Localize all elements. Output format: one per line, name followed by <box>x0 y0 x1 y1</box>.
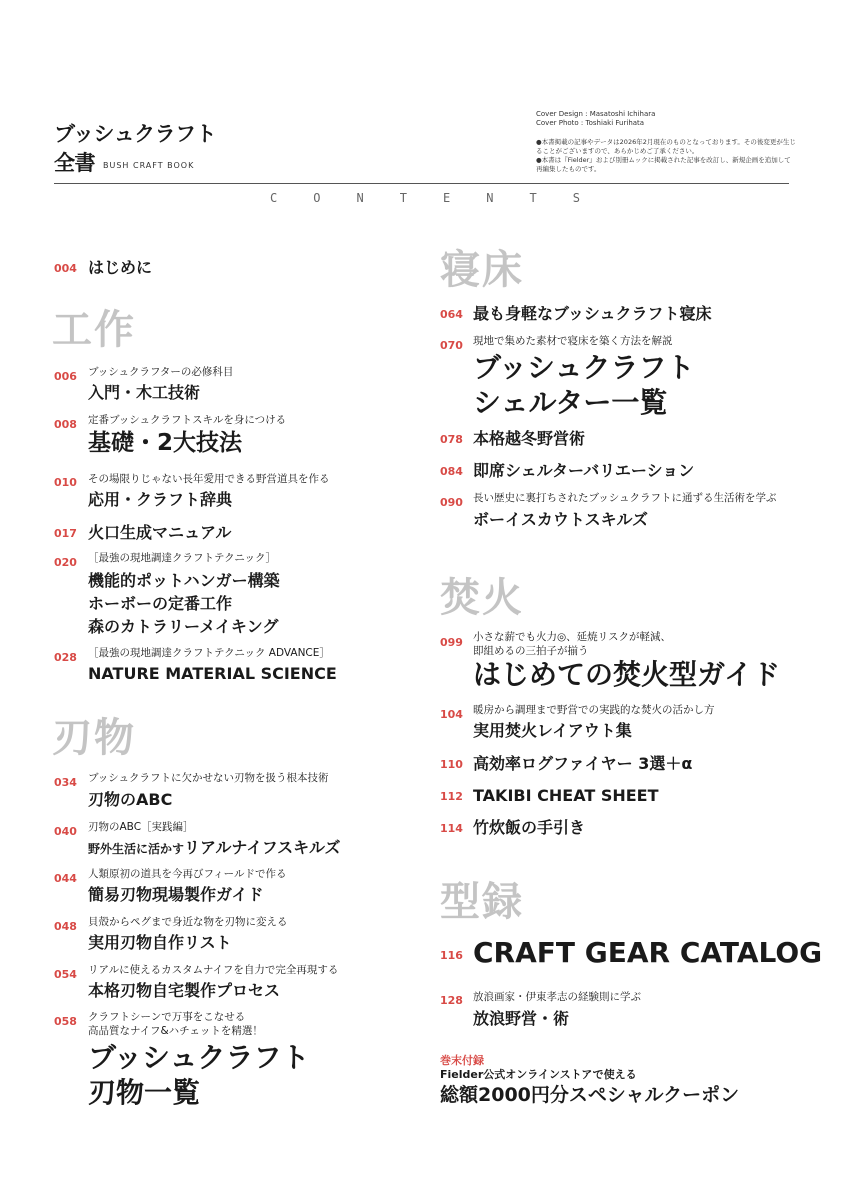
entry-subtitle: 高品質なナイフ&ハチェットを精選！ <box>88 1025 263 1037</box>
entry-title <box>88 837 341 858</box>
entry-title: 入門・木工技術 <box>88 383 201 402</box>
page-number: 006 <box>54 370 77 383</box>
entry-title: 高効率ログファイヤー 3選＋α <box>473 754 693 773</box>
note-1: ●本書掲載の記事やデータは2026年2月現在のものとなっております。その後変更が生じることがございますので、あらかじめご了承ください。 <box>536 138 796 155</box>
page-number: 116 <box>440 949 463 962</box>
entry-title: ブッシュクラフト <box>88 1041 310 1074</box>
cover-design-credit: Cover Design : Masatoshi Ichihara <box>536 110 656 118</box>
entry-title: 実用刃物自作リスト <box>88 933 232 952</box>
entry-title-group <box>473 350 694 420</box>
entry-subtitle-group <box>88 1010 263 1038</box>
page-number: 058 <box>54 1015 77 1028</box>
contents-letter: N <box>486 191 494 205</box>
entry-title: 最も身軽なブッシュクラフト寝床 <box>473 304 712 323</box>
page-number: 010 <box>54 476 77 489</box>
book-title-en: BUSH CRAFT BOOK <box>103 161 195 170</box>
contents-letter: E <box>443 191 451 205</box>
contents-letter: S <box>572 191 580 205</box>
page-number: 017 <box>54 527 77 540</box>
page-number: 034 <box>54 776 77 789</box>
entry-title: 森のカトラリーメイキング <box>88 617 279 636</box>
page-number: 054 <box>54 968 77 981</box>
page-number: 044 <box>54 872 77 885</box>
entry-title: 刃物のABC <box>88 790 173 809</box>
entry-title-group <box>88 569 280 638</box>
entry-title: 実用焚火レイアウト集 <box>473 721 632 740</box>
entry-title: 機能的ポットハンガー構築 <box>88 571 280 590</box>
page-number: 099 <box>440 636 463 649</box>
section-heading-nedoko: 寝床 <box>440 247 524 293</box>
contents-letter: C <box>270 191 278 205</box>
entry-subtitle: 定番ブッシュクラフトスキルを身につける <box>88 414 287 426</box>
page-number: 004 <box>54 262 77 275</box>
entry-title: はじめに <box>88 258 153 277</box>
entry-title: 火口生成マニュアル <box>88 523 232 542</box>
page-number: 064 <box>440 308 463 321</box>
contents-letter: O <box>313 191 321 205</box>
entry-subtitle: 貝殻からペグまで身近な物を刃物に変える <box>88 916 288 928</box>
entry-subtitle: 人類原初の道具を今再びフィールドで作る <box>88 868 287 880</box>
entry-subtitle: 暖房から調理まで野営での実践的な焚火の活かし方 <box>473 704 715 716</box>
entry-subtitle: 現地で集めた素材で寝床を築く方法を解説 <box>473 335 673 347</box>
page-number: 112 <box>440 790 463 803</box>
page-number: 128 <box>440 994 463 1007</box>
bonus-subtitle: Fielder公式オンラインストアで使える <box>440 1068 637 1081</box>
page-number: 008 <box>54 418 77 431</box>
page-number: 084 <box>440 465 463 478</box>
entry-subtitle-group <box>473 630 671 658</box>
page-number: 114 <box>440 822 463 835</box>
entry-subtitle: その場限りじゃない長年愛用できる野営道具を作る <box>88 473 330 485</box>
entry-subtitle: 即組めるの三拍子が揃う <box>473 645 589 657</box>
book-title <box>54 120 216 180</box>
section-heading-kousaku: 工作 <box>52 307 136 353</box>
entry-subtitle: ブッシュクラフトに欠かせない刃物を扱う根本技術 <box>88 772 329 784</box>
page-number: 110 <box>440 758 463 771</box>
page-number: 020 <box>54 556 77 569</box>
bonus-title: 総額2000円分スペシャルクーポン <box>440 1084 740 1106</box>
header-divider <box>54 183 789 184</box>
note-2: ●本書は『Fielder』および別冊ムックに掲載された記事を改訂し、新規企画を追加して再編集したものです。 <box>536 156 791 173</box>
contents-letter: N <box>356 191 364 205</box>
page-number: 078 <box>440 433 463 446</box>
entry-title: NATURE MATERIAL SCIENCE <box>88 664 337 683</box>
page-number: 028 <box>54 651 77 664</box>
entry-title: 基礎・2大技法 <box>88 430 243 456</box>
entry-title: TAKIBI CHEAT SHEET <box>473 786 659 805</box>
cover-photo-credit: Cover Photo : Toshiaki Furihata <box>536 119 645 127</box>
entry-subtitle: ［最強の現地調達クラフトテクニック］ <box>88 552 276 564</box>
entry-title: 本格越冬野営術 <box>473 429 586 448</box>
entry-title-prefix: 野外生活に活かす <box>88 842 185 856</box>
entry-subtitle: クラフトシーンで万事をこなせる <box>88 1011 246 1023</box>
entry-title: 刃物一覧 <box>88 1076 201 1109</box>
page-number: 070 <box>440 339 463 352</box>
entry-title: 竹炊飯の手引き <box>473 818 586 837</box>
entry-subtitle: 小さな薪でも火力◎、延焼リスクが軽減、 <box>473 631 671 643</box>
editorial-notes <box>536 138 796 174</box>
entry-title-group <box>88 1040 309 1110</box>
page-number: 090 <box>440 496 463 509</box>
page-number: 040 <box>54 825 77 838</box>
entry-subtitle: 放浪画家・伊東孝志の経験則に学ぶ <box>473 991 641 1003</box>
book-title-line2: 全書 <box>54 151 95 175</box>
entry-title: 即席シェルターバリエーション <box>473 461 695 480</box>
entry-title: 応用・クラフト辞典 <box>88 490 233 509</box>
entry-subtitle: リアルに使えるカスタムナイフを自力で完全再現する <box>88 964 339 976</box>
entry-title: 放浪野営・術 <box>473 1009 570 1028</box>
entry-title: ホーボーの定番工作 <box>88 594 233 613</box>
bonus-label: 巻末付録 <box>440 1054 484 1067</box>
entry-subtitle: 刃物のABC［実践編］ <box>88 821 194 833</box>
entry-subtitle: 長い歴史に裏打ちされたブッシュクラフトに通ずる生活術を学ぶ <box>473 492 777 504</box>
entry-title: CRAFT GEAR CATALOG <box>473 936 823 969</box>
page-number: 048 <box>54 920 77 933</box>
contents-letter: T <box>399 191 407 205</box>
entry-title: 本格刃物自宅製作プロセス <box>88 981 281 1000</box>
entry-title: はじめての焚火型ガイド <box>473 658 781 691</box>
page-number: 104 <box>440 708 463 721</box>
entry-subtitle: ブッシュクラフターの必修科目 <box>88 366 234 378</box>
entry-subtitle: ［最強の現地調達クラフトテクニック ADVANCE］ <box>88 647 330 659</box>
section-heading-takibi: 焚火 <box>440 575 524 621</box>
entry-title: ブッシュクラフト <box>473 351 695 384</box>
section-heading-katarogu: 型録 <box>440 879 524 925</box>
contents-letter: T <box>529 191 537 205</box>
entry-title: 簡易刃物現場製作ガイド <box>88 885 264 904</box>
cover-credits <box>536 110 655 128</box>
entry-title: ボーイスカウトスキルズ <box>473 510 649 529</box>
section-heading-hamono: 刃物 <box>52 715 136 761</box>
entry-title-main: リアルナイフスキルズ <box>184 838 341 857</box>
book-title-line1: ブッシュクラフト <box>54 122 217 146</box>
contents-heading <box>270 191 580 205</box>
entry-title: シェルター一覧 <box>473 386 668 419</box>
